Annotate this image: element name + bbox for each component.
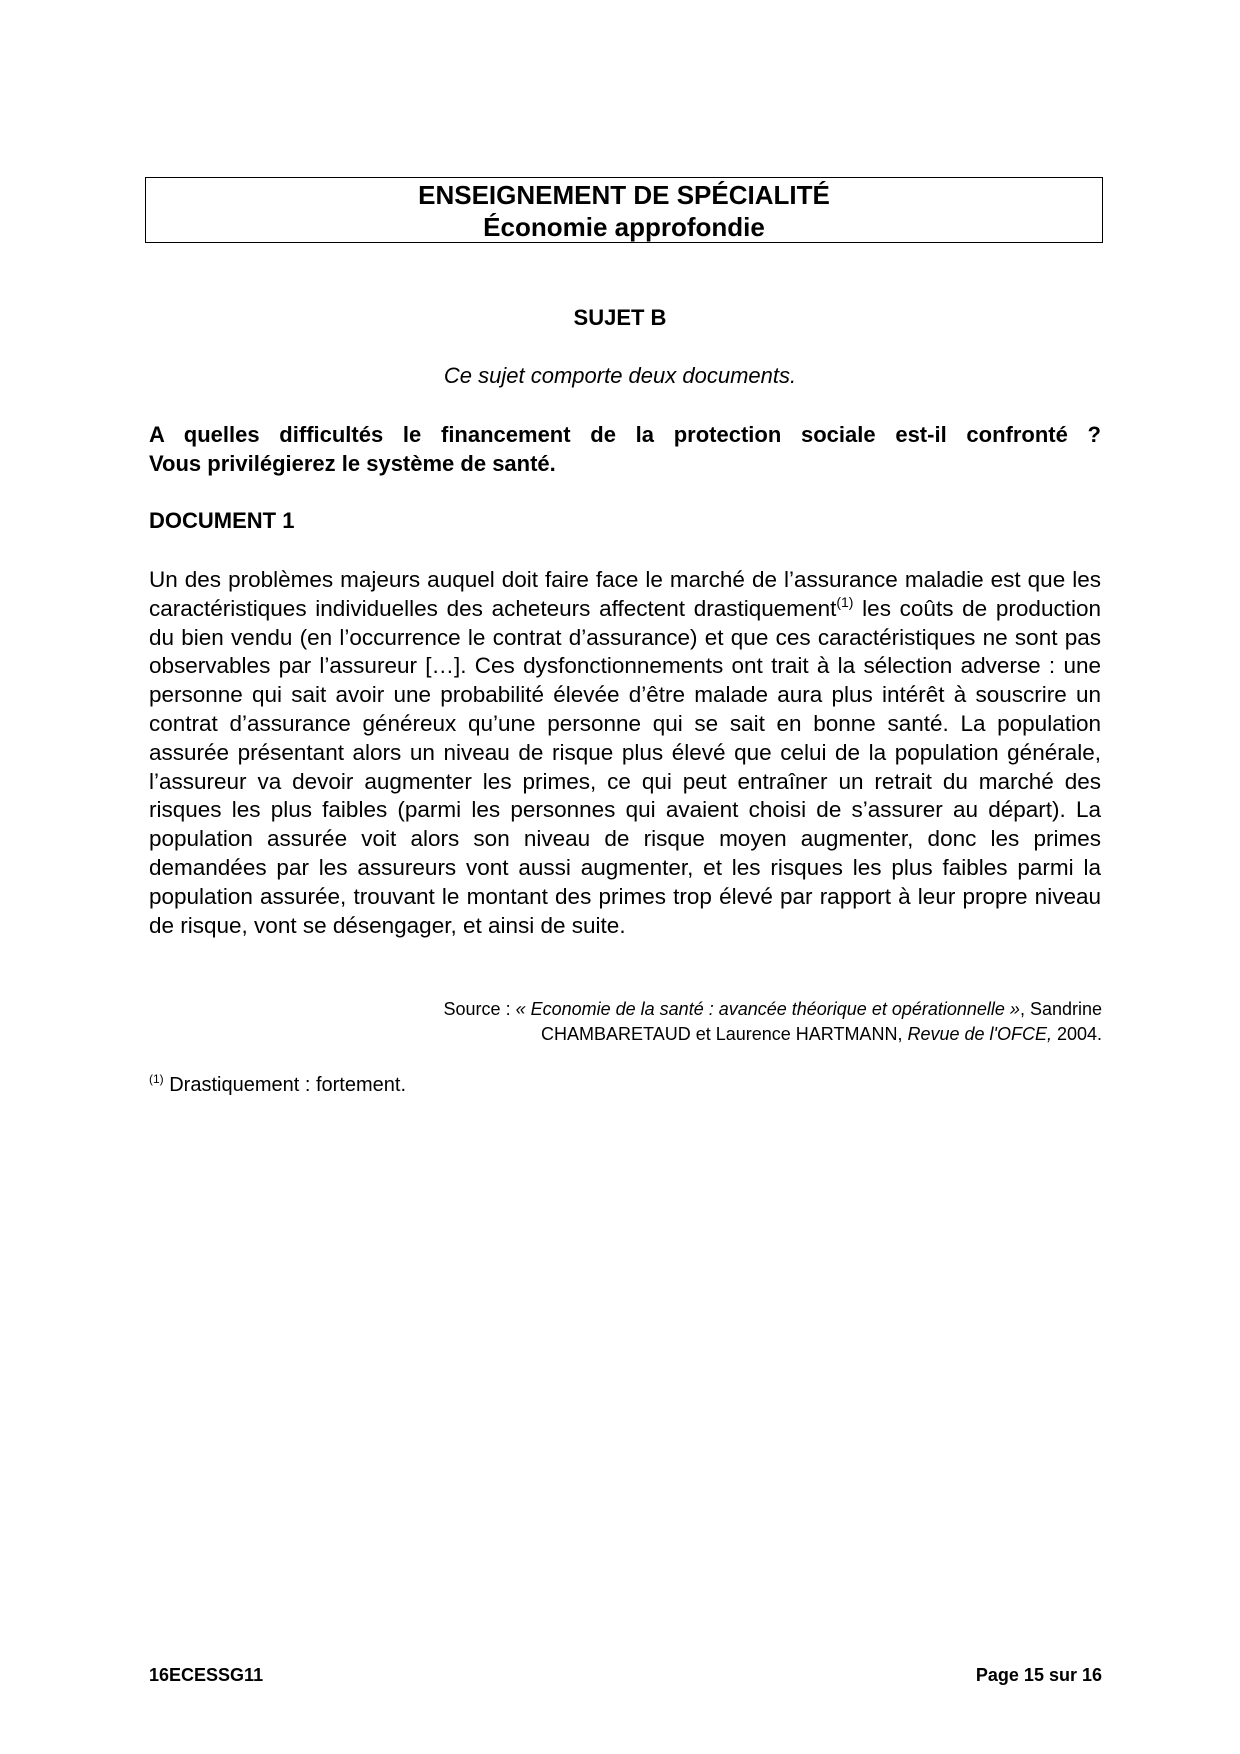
source-title: « Economie de la santé : avancée théorique et opérationnelle » [515,999,1020,1019]
source-year: 2004. [1051,1024,1102,1044]
specialty-header-box [145,177,1103,243]
source-authors-part-2: CHAMBARETAUD et Laurence HARTMANN, [541,1024,908,1044]
source-prefix: Source : [443,999,516,1019]
subject-title: SUJET B [573,305,667,330]
document-text-part-2: les coûts de production du bien vendu (en l’occurrence le contrat d’assurance) et que ces caractéristiques ne sont pas observables par l’assureur […]. Ces dysfonctionnements ont trait à la sélection adverse : une personne qui sait avoir une probabilité élevée d’être malade aura plus intérêt à souscrire un contrat d’assurance généreux qu’une personne qui se sait en bonne santé. La population assurée présentant alors un niveau de risque plus élevé que celui de la population générale, l’assureur va devoir augmenter les primes, ce qui peut entraîner un retrait du marché des risques les plus faibles (parmi les personnes qui avaient choisi de s’assurer au départ). La population assurée voit alors son niveau de risque moyen augmenter, donc les primes demandées par les assureurs vont aussi augmenter, et les risques les plus faibles parmi la population assurée, trouvant le montant des primes trop élevé par rapport à leur propre niveau de risque, vont se désengager, et ainsi de suite. [149,595,1101,938]
source-authors-part-1: , Sandrine [1019,999,1102,1019]
footnote-marker: (1) [149,1072,164,1086]
source-line-2 [202,1022,1102,1047]
footnote-text: Drastiquement : fortement. [163,1074,406,1096]
footer-exam-code: 16ECESSG11 [149,1665,264,1685]
question [149,420,1101,478]
document-title: DOCUMENT 1 [149,508,295,533]
document-source [202,997,1102,1047]
subject-intro: Ce sujet comporte deux documents. [443,363,797,388]
specialty-title: ENSEIGNEMENT DE SPÉCIALITÉ [418,180,830,210]
source-line-1 [202,997,1102,1022]
document-text-part-1: Un des problèmes majeurs auquel doit faire face le marché de l’assurance maladie est que les caractéristiques individuelles des acheteurs affectent drastiquement [149,567,1101,621]
question-line-1: A quelles difficultés le financement de la protection sociale est-il confronté ? [149,422,1101,447]
footnote-reference: (1) [836,593,854,610]
source-journal: Revue de l'OFCE, [907,1024,1052,1044]
specialty-subtitle: Économie approfondie [483,212,765,242]
footnote [149,1074,406,1097]
document-body [149,566,1101,940]
question-line-2: Vous privilégierez le système de santé. [149,451,556,476]
footer-page-number: Page 15 sur 16 [975,1665,1102,1685]
